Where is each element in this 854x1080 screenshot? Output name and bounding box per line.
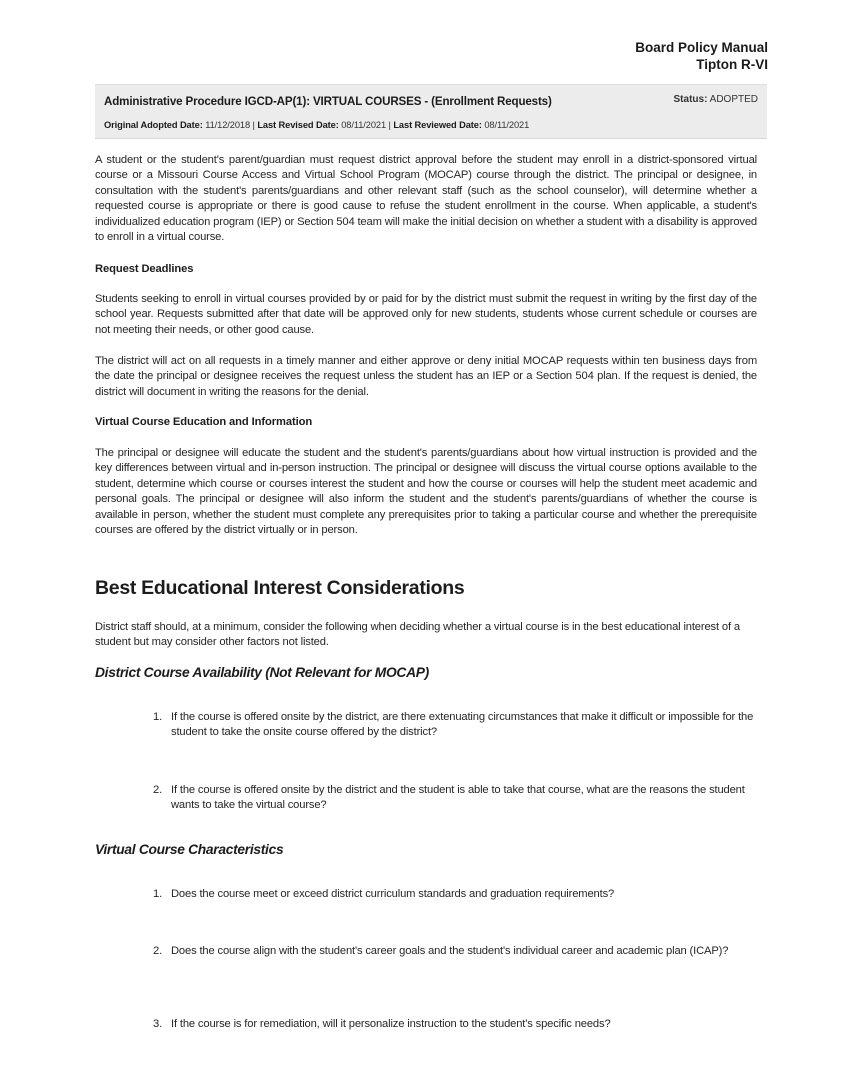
last-revised-label: Last Revised Date: <box>257 120 339 130</box>
district-name: Tipton R-VI <box>696 57 768 72</box>
availability-list-cont <box>95 783 757 814</box>
original-adopted-value: 11/12/2018 <box>205 120 251 130</box>
policy-title: Administrative Procedure IGCD-AP(1): VIRTUAL COURSES - (Enrollment Requests) <box>104 95 552 108</box>
intro-paragraph: A student or the student's parent/guardian must request district approval before the student may enroll in a district-sponsored virtual course or a Missouri Course Access and Virtual School Program (MOCAP) course through the district. The principal or designee, in consultation with the student's parents/guardians and other relevant staff (such as the school counselor), will determine whether a requested course is appropriate or there is good cause to refuse the student enrollment in the course. When applicable, a student's individualized education program (IEP) or Section 504 team will make the initial decision on whether a student with a disability is approved to enroll in a virtual course. <box>95 154 757 244</box>
list-number: 1. <box>153 888 163 900</box>
list-item <box>95 710 757 741</box>
education-info-heading: Virtual Course Education and Information <box>95 416 313 428</box>
last-revised-value: 08/11/2021 <box>341 120 387 130</box>
request-deadlines-paragraph-1: Students seeking to enroll in virtual courses provided by or paid for by the district must submit the request in writing by the first day of the school year. Requests submitted after that date will be approved only for new students, students whose current schedule or courses are not meeting their needs, or other good cause. <box>95 293 757 336</box>
list-item <box>95 783 757 814</box>
list-number: 2. <box>153 945 163 957</box>
list-text: Does the course align with the student's career goals and the student's individual career and academic plan (ICAP)? <box>171 945 729 957</box>
education-info-paragraph: The principal or designee will educate the student and the student's parents/guardians about how virtual instruction is provided and the key differences between virtual and in-person instruction. The principal or designee will discuss the virtual course options available to the student, determine which course or courses interest the student and how the course or courses will help the student meet academic and personal goals. The principal or designee will also inform the student and the student's parents/guardians of whether the course is available in person, whether the student must complete any prerequisites prior to taking a particular course and whether the prerequisite courses are offered by the district virtually or in person. <box>95 447 757 537</box>
separator: | <box>388 120 391 130</box>
list-text: If the course is offered onsite by the district, are there extenuating circumstances that make it difficult or impossible for the student to take the onsite course offered by the district? <box>171 711 754 739</box>
characteristics-list-cont-2 <box>95 1017 757 1032</box>
list-number: 3. <box>153 1018 163 1030</box>
request-deadlines-paragraph-2: The district will act on all requests in a timely manner and either approve or deny initial MOCAP requests within ten business days from the date the principal or designee receives the request unless the student has an IEP or a Section 504 plan. If the request is denied, the district will document in writing the reasons for the denial. <box>95 355 757 398</box>
status-badge <box>674 94 758 105</box>
original-adopted-label: Original Adopted Date: <box>104 120 203 130</box>
list-text: Does the course meet or exceed district curriculum standards and graduation requirements? <box>171 888 615 900</box>
list-item <box>95 1017 757 1032</box>
availability-heading: District Course Availability (Not Relevant for MOCAP) <box>95 665 429 680</box>
best-interest-intro: District staff should, at a minimum, consider the following when deciding whether a virtual course is in the best educational interest of a student but may consider other factors not listed. <box>95 621 740 649</box>
status-value: ADOPTED <box>709 94 758 105</box>
list-item <box>95 944 757 959</box>
characteristics-list <box>95 887 757 902</box>
manual-title: Board Policy Manual <box>635 40 768 55</box>
page-header <box>635 39 768 73</box>
list-text: If the course is for remediation, will it personalize instruction to the student's specific needs? <box>171 1018 611 1030</box>
best-interest-heading: Best Educational Interest Considerations <box>95 577 465 599</box>
characteristics-heading: Virtual Course Characteristics <box>95 842 284 857</box>
status-label: Status: <box>673 94 708 105</box>
list-item <box>95 887 757 902</box>
policy-dates <box>104 120 529 130</box>
list-text: If the course is offered onsite by the district and the student is able to take that course, what are the reasons the student wants to take the virtual course? <box>171 784 745 812</box>
request-deadlines-heading: Request Deadlines <box>95 263 194 275</box>
last-reviewed-value: 08/11/2021 <box>484 120 530 130</box>
separator: | <box>252 120 255 130</box>
list-number: 1. <box>153 711 163 723</box>
characteristics-list-cont <box>95 944 757 959</box>
availability-list <box>95 710 757 741</box>
last-reviewed-label: Last Reviewed Date: <box>393 120 482 130</box>
policy-meta-box <box>95 84 767 139</box>
list-number: 2. <box>153 784 163 796</box>
